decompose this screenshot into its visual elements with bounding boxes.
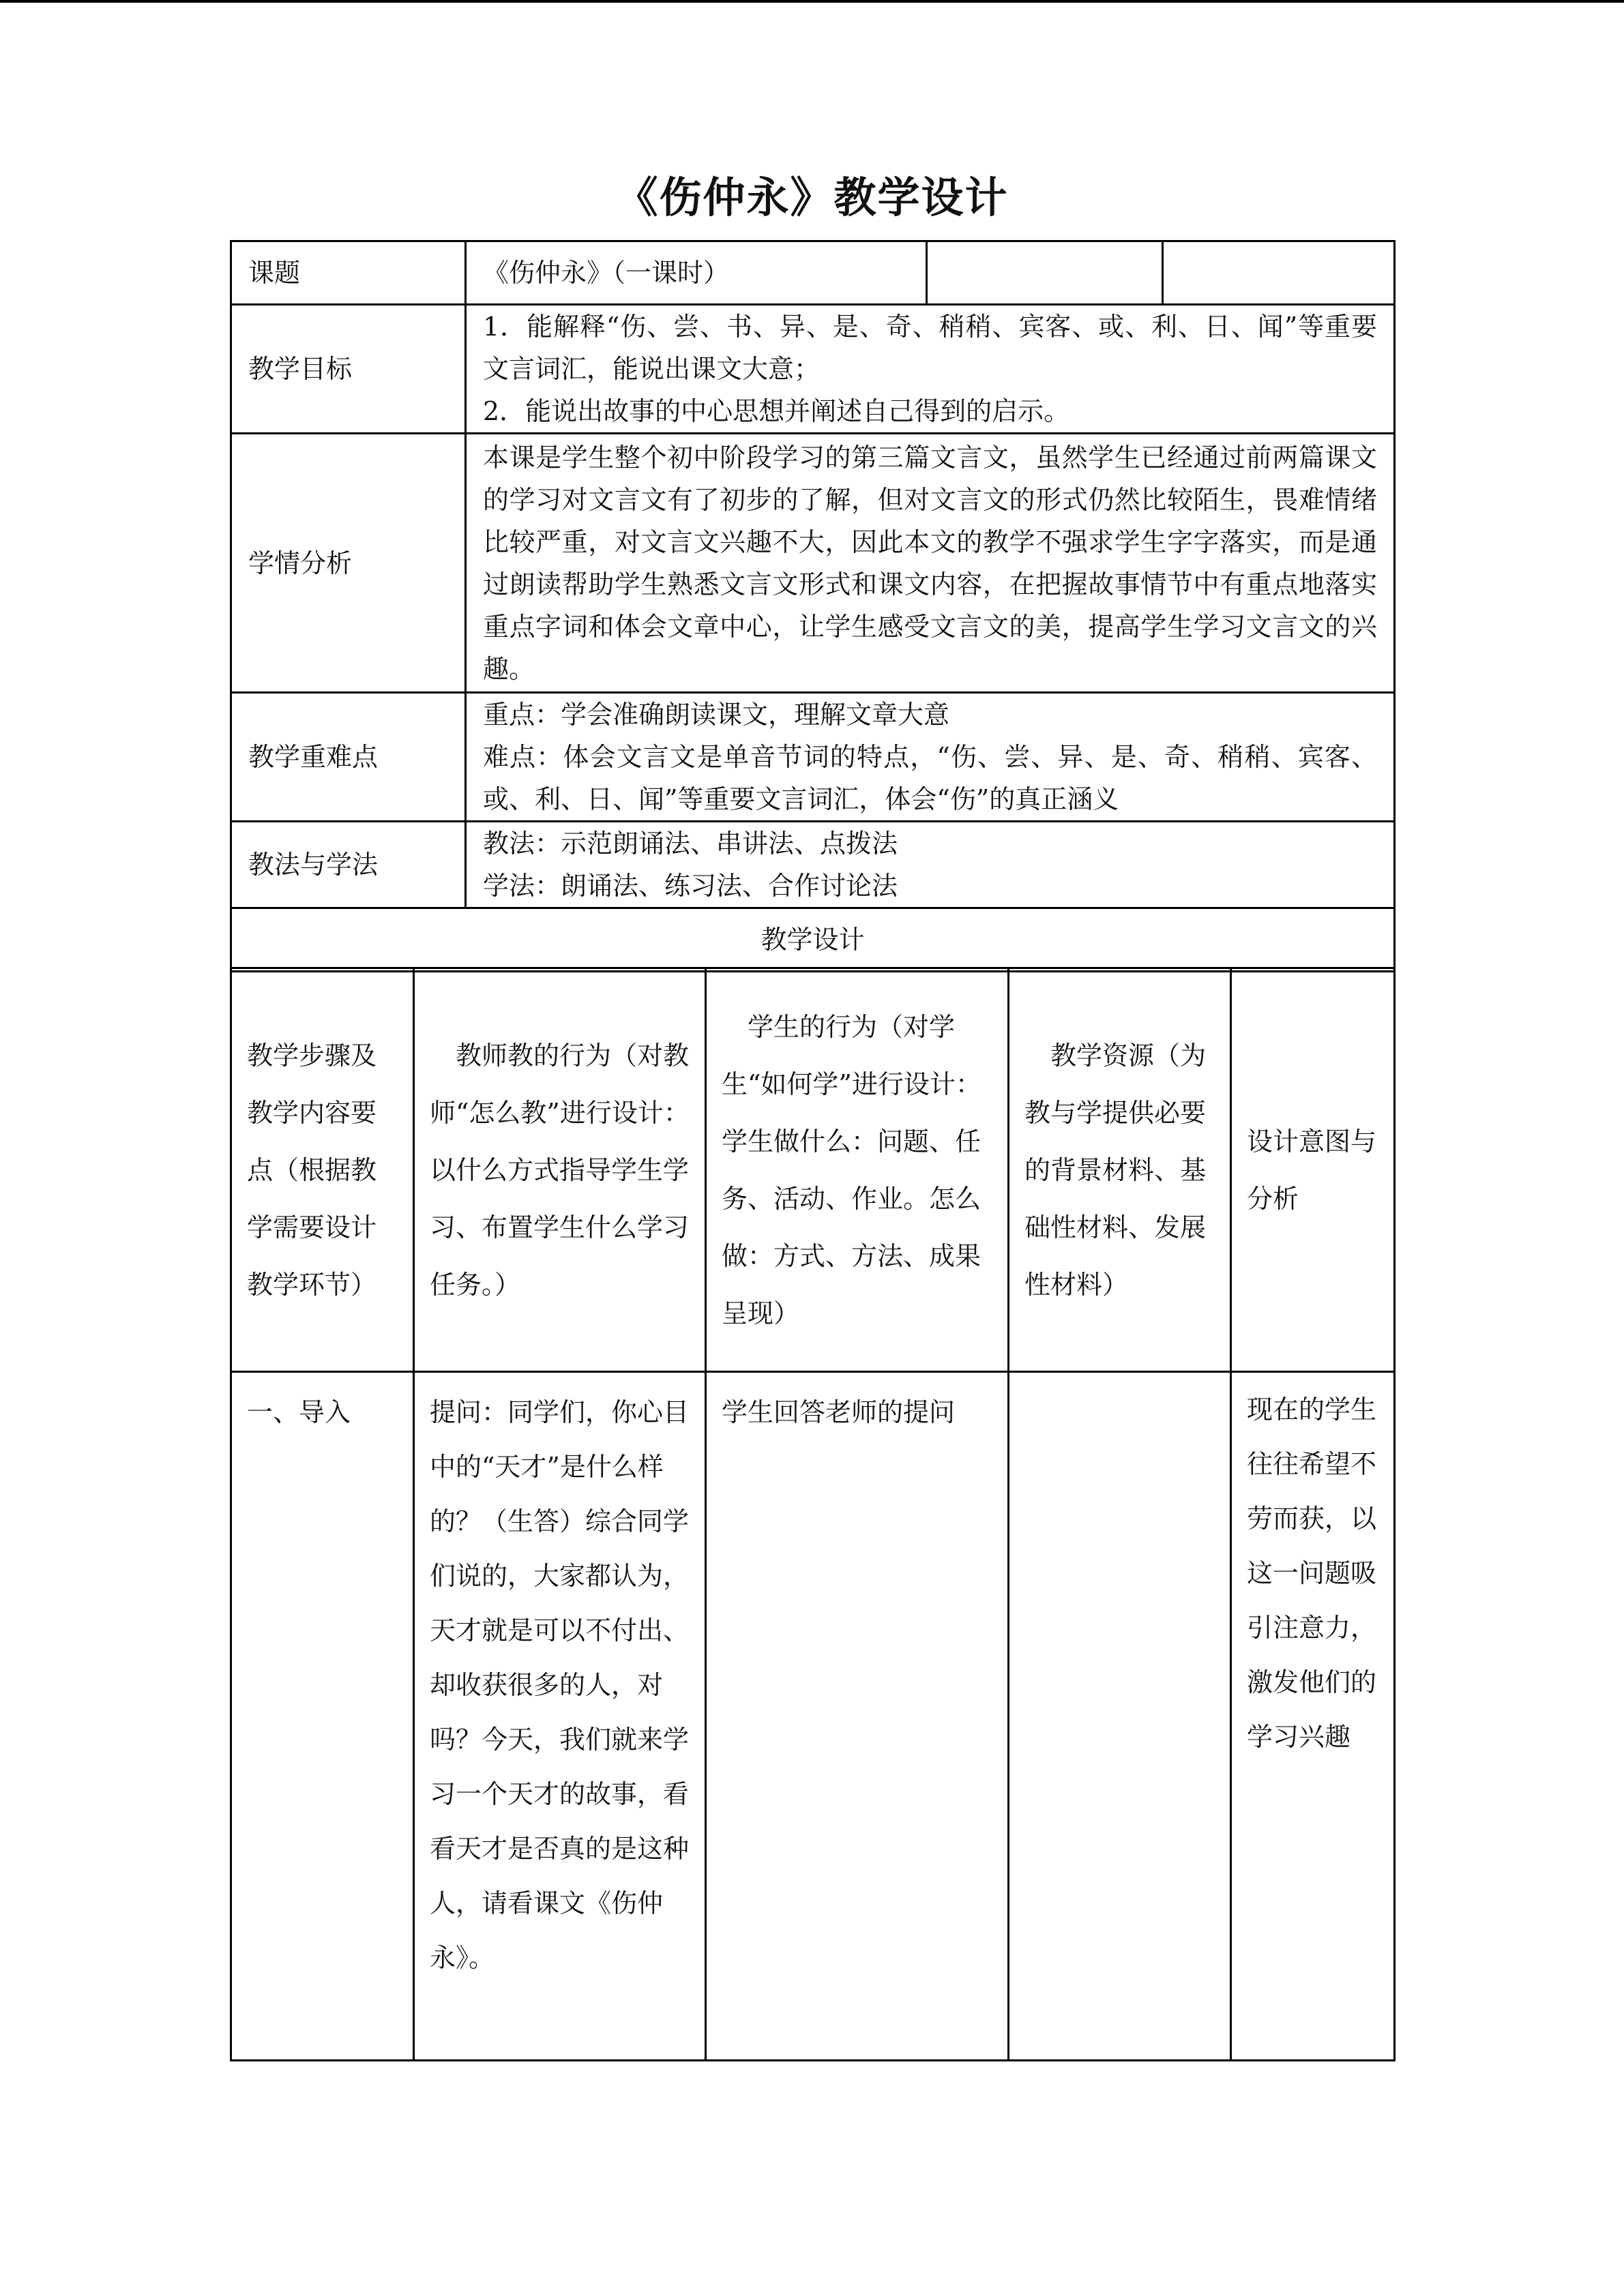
methods-label: 教法与学法 [231, 822, 466, 908]
row-resources [1009, 1372, 1231, 2061]
analysis-row [231, 434, 1395, 693]
methods-content [466, 822, 1395, 908]
goals-row [231, 305, 1395, 434]
goal-item: 2．能说出故事的中心思想并阐述自己得到的启示。 [483, 396, 1070, 426]
goal-item: 1．能解释“伤、尝、书、异、是、奇、稍稍、宾客、或、利、日、闻”等重要文言词汇，能说出课文大意； [483, 312, 1377, 384]
header-resources: 教学资源（为教与学提供必要的背景材料、基础性材料、发展性材料） [1009, 968, 1231, 1372]
key-points-row [231, 693, 1395, 822]
lesson-info-table [230, 240, 1396, 972]
header-student-behavior: 学生的行为（对学生“如何学”进行设计：学生做什么：问题、任务、活动、作业。怎么做：方式、方法、成果呈现） [706, 968, 1009, 1372]
top-border-line [0, 0, 1624, 3]
row-teacher-behavior: 提问：同学们，你心目中的“天才”是什么样的？（生答）综合同学们说的，大家都认为，天才就是可以不付出、却收获很多的人，对吗？今天，我们就来学习一个天才的故事，看看天才是否真的是这种人，请看课文《伤仲永》。 [414, 1372, 706, 2061]
header-teacher-behavior: 教师教的行为（对教师“怎么教”进行设计：以什么方式指导学生学习、布置学生什么学习任务。） [414, 968, 706, 1372]
row-design-intent: 现在的学生往往希望不劳而获，以这一问题吸引注意力，激发他们的学习兴趣 [1231, 1372, 1395, 2061]
row-student-behavior: 学生回答老师的提问 [706, 1372, 1009, 2061]
goals-label: 教学目标 [231, 305, 466, 434]
key-point-item: 难点：体会文言文是单音节词的特点，“伤、尝、异、是、奇、稍稍、宾客、或、利、日、闻”等重要文言词汇，体会“伤”的真正涵义 [483, 742, 1377, 814]
method-item: 学法：朗诵法、练习法、合作讨论法 [483, 871, 898, 901]
header-design-intent: 设计意图与分析 [1231, 968, 1395, 1372]
design-row [231, 1372, 1395, 2061]
section-title: 教学设计 [231, 908, 1395, 972]
goals-content [466, 305, 1395, 434]
key-point-item: 重点：学会准确朗读课文，理解文章大意 [483, 700, 950, 730]
topic-extra-cell-1 [927, 241, 1163, 305]
teaching-design-table [230, 967, 1396, 2061]
methods-row [231, 822, 1395, 908]
design-header-row [231, 968, 1395, 1372]
section-title-row [231, 908, 1395, 972]
topic-label: 课题 [231, 241, 466, 305]
header-steps: 教学步骤及教学内容要点（根据教学需要设计教学环节） [231, 968, 414, 1372]
analysis-content: 本课是学生整个初中阶段学习的第三篇文言文，虽然学生已经通过前两篇课文的学习对文言文有了初步的了解，但对文言文的形式仍然比较陌生，畏难情绪比较严重，对文言文兴趣不大，因此本文的教学不强求学生字字落实，而是通过朗读帮助学生熟悉文言文形式和课文内容，在把握故事情节中有重点地落实重点字词和体会文章中心，让学生感受文言文的美，提高学生学习文言文的兴趣。 [466, 434, 1395, 693]
key-points-content [466, 693, 1395, 822]
method-item: 教法：示范朗诵法、串讲法、点拨法 [483, 829, 898, 859]
topic-extra-cell-2 [1163, 241, 1395, 305]
document-title: 《伤仲永》教学设计 [615, 173, 1009, 222]
row-step: 一、导入 [231, 1372, 414, 2061]
topic-value: 《伤仲永》（一课时） [466, 241, 927, 305]
key-points-label: 教学重难点 [231, 693, 466, 822]
analysis-label: 学情分析 [231, 434, 466, 693]
topic-row [231, 241, 1395, 305]
